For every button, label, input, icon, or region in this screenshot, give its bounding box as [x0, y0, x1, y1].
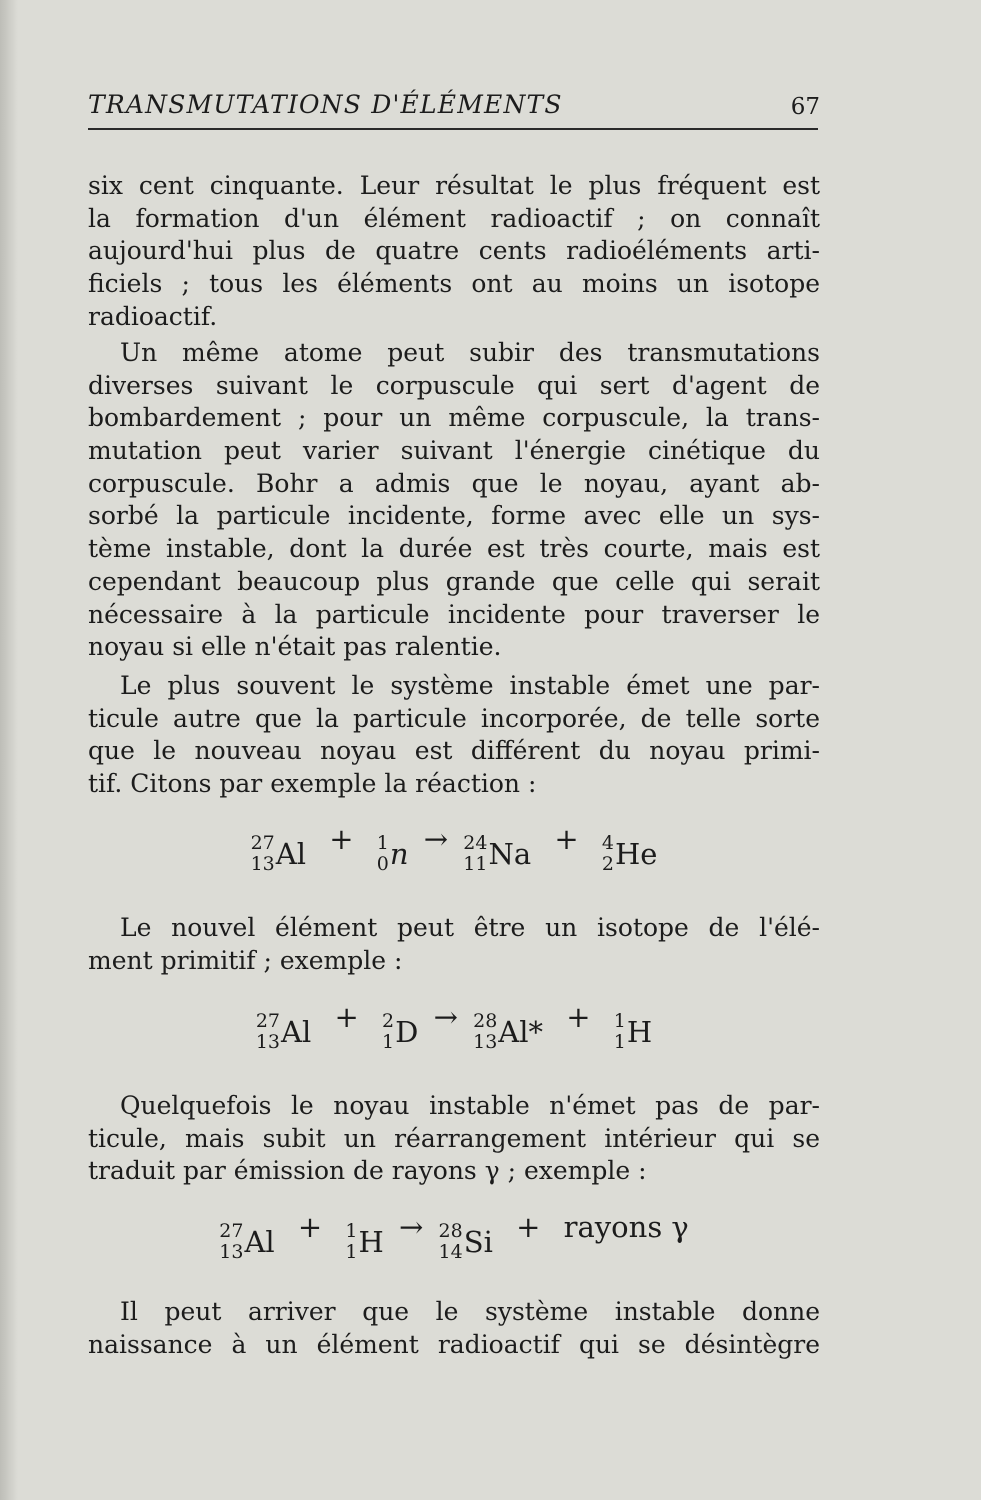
mass-number: 27 [250, 832, 275, 854]
text-line: aujourd'hui plus de quatre cents radioéléments arti- [88, 236, 820, 266]
atomic-number: 14 [438, 1241, 463, 1263]
paragraph-4 [88, 912, 820, 977]
atomic-number: 11 [463, 853, 488, 875]
plus-operator: + [297, 1210, 323, 1244]
element-symbol: Al [244, 1225, 275, 1259]
text-line: six cent cinquante. Leur résultat le plus fréquent est [88, 171, 820, 200]
element-symbol: Al [281, 1015, 312, 1049]
text-line: tif. Citons par exemple la réaction : [88, 769, 537, 799]
mass-number: 27 [255, 1010, 281, 1032]
page-edge-shadow [0, 0, 18, 1500]
text-line: noyau si elle n'était pas ralentie. [88, 632, 502, 662]
running-title: TRANSMUTATIONS D'ÉLÉMENTS [88, 90, 563, 119]
nuclide [251, 833, 306, 875]
text-line: ficiels ; tous les éléments ont au moins un isotope [88, 269, 820, 299]
mass-number: 1 [345, 1220, 358, 1242]
atomic-number: 13 [255, 1031, 281, 1053]
text-line: que le nouveau noyau est différent du noyau primi- [88, 736, 820, 766]
text-line: Un même atome peut subir des transmutations [120, 338, 820, 367]
atomic-number: 13 [473, 1031, 498, 1053]
atomic-number: 13 [250, 853, 275, 875]
mass-number: 28 [473, 1010, 498, 1032]
text-line: ment primitif ; exemple : [88, 945, 403, 975]
mass-number: 4 [601, 832, 614, 854]
mass-number: 27 [219, 1220, 244, 1242]
text-line: corpuscule. Bohr a admis que le noyau, ayant ab- [88, 468, 820, 498]
mass-number: 28 [438, 1220, 463, 1242]
plus-operator: + [566, 1000, 591, 1034]
text-line: ticule, mais subit un réarrangement intérieur qui se [88, 1123, 820, 1153]
nuclide [439, 1221, 493, 1263]
mass-number: 1 [613, 1010, 626, 1032]
mass-number: 24 [463, 832, 488, 854]
nuclide [256, 1011, 311, 1053]
reaction-arrow: → [399, 1210, 424, 1244]
text-line: traduit par émission de rayons γ ; exemple : [88, 1156, 647, 1186]
text-line: radioactif. [88, 301, 218, 331]
paragraph-6 [88, 1296, 820, 1361]
element-symbol: H [358, 1225, 384, 1259]
equation-2 [88, 1000, 820, 1053]
mass-number: 2 [382, 1010, 395, 1032]
atomic-number: 2 [601, 853, 614, 875]
atomic-number: 13 [219, 1241, 244, 1263]
text-line: Le plus souvent le système instable émet une par- [120, 671, 820, 700]
element-symbol: Al [275, 837, 306, 871]
text-line: Il peut arriver que le système instable donne [120, 1297, 820, 1326]
text-line: mutation peut varier suivant l'énergie cinétique du [88, 436, 820, 466]
gamma-rays-term: rayons γ [563, 1210, 689, 1244]
paragraph-5 [88, 1090, 820, 1188]
text-line: bombardement ; pour un même corpuscule, la trans- [88, 403, 820, 433]
header-rule [88, 128, 818, 130]
element-symbol: Al* [498, 1015, 544, 1049]
plus-operator: + [329, 822, 354, 856]
text-line: Le nouvel élément peut être un isotope de l'élé- [120, 913, 820, 942]
mass-number: 1 [376, 832, 389, 854]
text-line: ticule autre que la particule incorporée, de telle sorte [88, 703, 820, 733]
element-symbol: H [626, 1015, 653, 1049]
element-symbol: Na [488, 837, 532, 871]
text-line: nécessaire à la particule incidente pour traverser le [88, 599, 820, 629]
text-line: diverses suivant le corpuscule qui sert d'agent de [88, 370, 820, 400]
atomic-number: 1 [345, 1241, 358, 1263]
plus-operator: + [334, 1000, 359, 1034]
element-symbol: D [395, 1015, 419, 1049]
nuclide [345, 1221, 383, 1263]
text-line: Quelquefois le noyau instable n'émet pas de par- [120, 1091, 820, 1120]
paragraph-2 [88, 337, 820, 664]
element-symbol: He [614, 837, 658, 871]
nuclide [473, 1011, 543, 1053]
equation-3 [88, 1210, 820, 1263]
plus-operator: + [516, 1210, 541, 1244]
text-line: tème instable, dont la durée est très courte, mais est [88, 534, 820, 564]
text-line: cependant beaucoup plus grande que celle qui serait [88, 566, 820, 596]
element-symbol: Si [463, 1225, 493, 1259]
atomic-number: 0 [376, 853, 389, 875]
element-symbol: n [389, 837, 409, 871]
running-header [88, 84, 820, 128]
text-line: naissance à un élément radioactif qui se désintègre [88, 1329, 820, 1359]
nuclide [377, 833, 409, 875]
text-line: sorbé la particule incidente, forme avec elle un sys- [88, 501, 820, 531]
paragraph-3 [88, 670, 820, 801]
reaction-arrow: → [423, 822, 449, 856]
atomic-number: 1 [613, 1031, 626, 1053]
nuclide [219, 1221, 274, 1263]
plus-operator: + [554, 822, 579, 856]
nuclide [382, 1011, 418, 1053]
nuclide [602, 833, 658, 875]
equation-1 [88, 822, 820, 875]
text-line: la formation d'un élément radioactif ; on connaît [88, 203, 820, 233]
nuclide [614, 1011, 652, 1053]
atomic-number: 1 [382, 1031, 395, 1053]
page-number: 67 [790, 94, 820, 120]
nuclide [463, 833, 531, 875]
reaction-arrow: → [433, 1000, 458, 1034]
paragraph-1 [88, 170, 820, 333]
